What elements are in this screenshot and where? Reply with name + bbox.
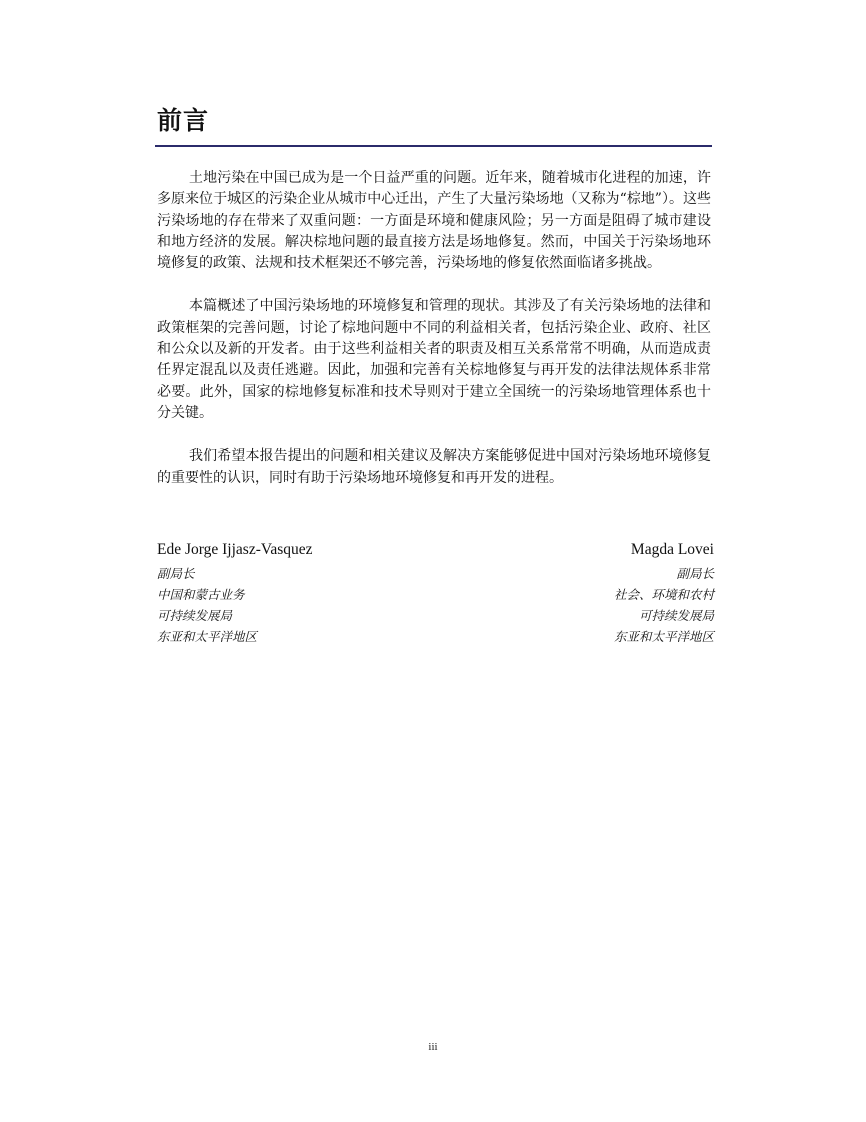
- signature-left: [157, 540, 313, 648]
- signatory-department: 中国和蒙古业务: [157, 588, 245, 602]
- page-title: 前言: [157, 106, 210, 135]
- signatory-title: 副局长: [157, 567, 195, 581]
- paragraph-2: 本篇概述了中国污染场地的环境修复和管理的现状。其涉及了有关污染场地的法律和政策框架的完善问题，讨论了棕地问题中不同的利益相关者，包括污染企业、政府、社区和公众以及新的开发者。由于这些利益相关者的职责及相互关系常常不明确，从而造成责任界定混乱以及责任逃避。因此，加强和完善有关棕地修复与再开发的法律法规体系非常必要。此外，国家的棕地修复标准和技术导则对于建立全国统一的污染场地管理体系也十分关键。: [157, 298, 711, 421]
- preface-body: [157, 168, 711, 511]
- signatory-title: 副局长: [676, 567, 714, 581]
- signatory-unit: 可持续发展局: [638, 609, 714, 623]
- signatory-department: 社会、环境和农村: [613, 588, 714, 602]
- signature-right: [614, 540, 714, 648]
- paragraph-3: 我们希望本报告提出的问题和相关建议及解决方案能够促进中国对污染场地环境修复的重要性的认识，同时有助于污染场地环境修复和再开发的进程。: [157, 448, 711, 486]
- signatory-region: 东亚和太平洋地区: [613, 630, 714, 644]
- signatory-unit: 可持续发展局: [157, 609, 233, 623]
- title-divider: [155, 145, 712, 147]
- signatory-name: Ede Jorge Ijjasz-Vasquez: [157, 541, 313, 558]
- signatory-region: 东亚和太平洋地区: [157, 630, 258, 644]
- signatory-name: Magda Lovei: [630, 541, 714, 558]
- paragraph-1: 土地污染在中国已成为是一个日益严重的问题。近年来，随着城市化进程的加速，许多原来位于城区的污染企业从城市中心迁出，产生了大量污染场地（又称为“棕地”）。这些污染场地的存在带来了双重问题：一方面是环境和健康风险；另一方面是阻碍了城市建设和地方经济的发展。解决棕地问题的最直接方法是场地修复。然而，中国关于污染场地环境修复的政策、法规和技术框架还不够完善，污染场地的修复依然面临诸多挑战。: [157, 170, 711, 272]
- page-number: iii: [428, 1041, 438, 1053]
